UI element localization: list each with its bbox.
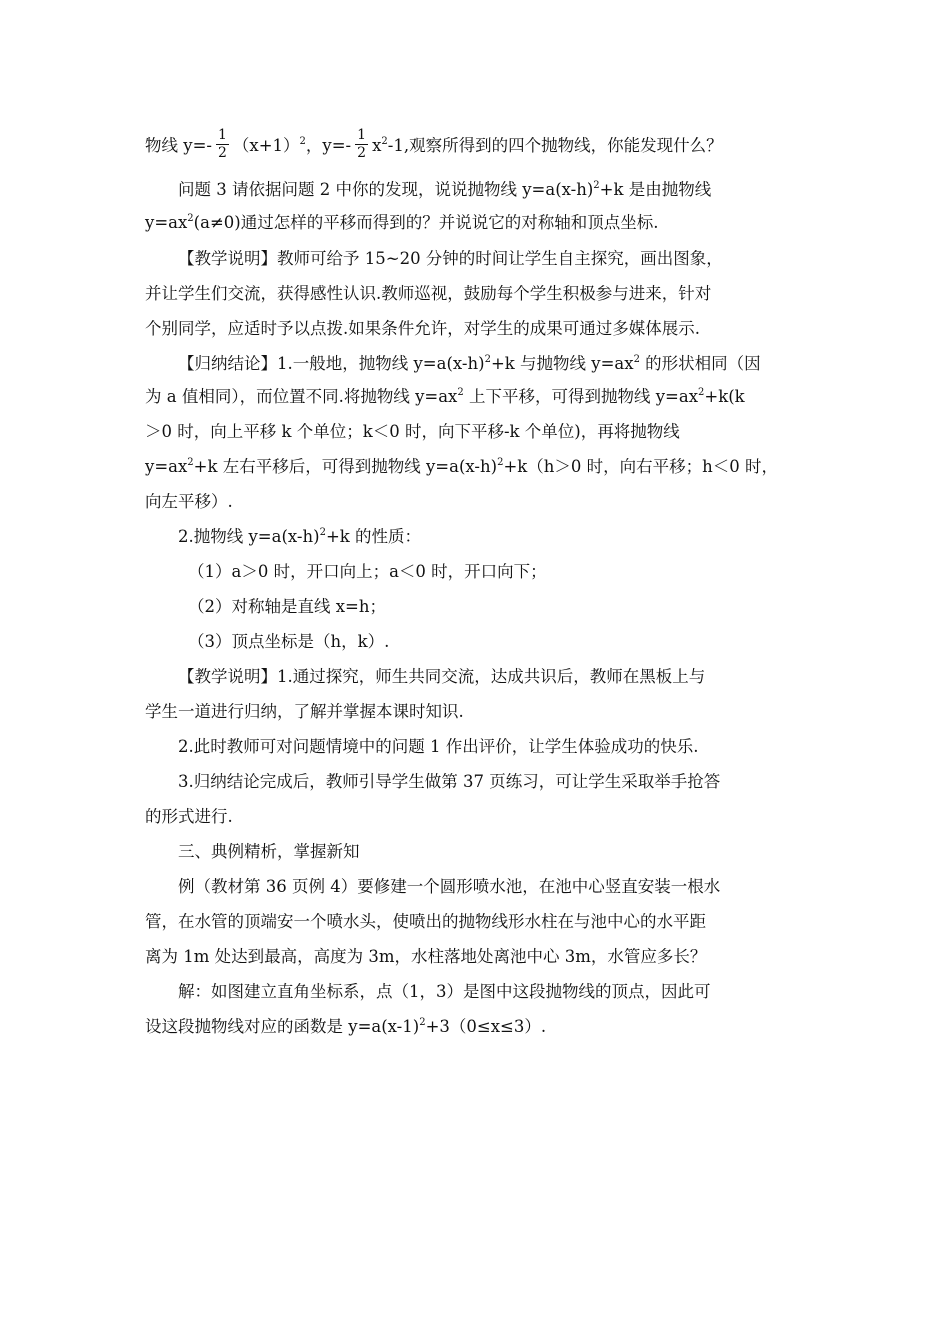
teaching-note-2-line-5: 的形式进行. [145,807,233,826]
fraction-denominator: 2 [357,145,367,161]
text-span: 物线 y=- [145,136,212,155]
text-span: +k(k [704,387,745,406]
text-span: +k 是由抛物线 [599,180,712,199]
fraction-denominator: 2 [217,145,227,161]
teaching-note-1-line-1: 【教学说明】教师可给予 15~20 分钟的时间让学生自主探究，画出图象， [178,249,723,268]
properties-title [178,526,838,548]
question-3-line-2 [145,212,805,234]
text-line-1 [145,129,805,164]
text-span: 问题 3 请依据问题 2 中你的发现，说说抛物线 y=a(x-h) [178,180,594,199]
superscript: 2 [497,456,504,468]
superscript: 2 [381,135,388,147]
superscript: 2 [698,386,705,398]
text-span: （x+1） [232,136,300,155]
text-span: +k 与抛物线 y=ax [490,354,634,373]
superscript: 2 [187,212,194,224]
text-span: 【归纳结论】1.一般地，抛物线 y=a(x-h) [178,354,485,373]
text-span: 2.抛物线 y=a(x-h) [178,527,320,546]
superscript: 2 [457,386,464,398]
superscript: 2 [484,353,491,365]
superscript: 2 [633,353,640,365]
superscript: 2 [299,135,306,147]
text-span: 的形状相同（因 [639,354,761,373]
text-span: +k 的性质： [325,527,422,546]
teaching-note-2-line-3: 2.此时教师可对问题情境中的问题 1 作出评价，让学生体验成功的快乐. [178,737,699,756]
conclusion-line-5: 向左平移）. [145,492,233,511]
text-span: +k 左右平移后，可得到抛物线 y=a(x-h) [193,457,498,476]
teaching-note-2-line-1: 【教学说明】1.通过探究，师生共同交流，达成共识后，教师在黑板上与 [178,667,706,686]
property-3: （3）顶点坐标是（h，k）. [188,632,390,651]
text-span: +3（0≤x≤3）. [425,1017,547,1036]
text-span: 为 a 值相同），而位置不同.将抛物线 y=ax [145,387,458,406]
text-span: (a≠0)通过怎样的平移而得到的？并说说它的对称轴和顶点坐标. [193,213,659,232]
conclusion-line-2 [145,386,805,408]
text-span: ，y=- [305,136,352,155]
example-line-1: 例（教材第 36 页例 4）要修建一个圆形喷水池，在池中心竖直安装一根水 [178,877,721,896]
example-line-3: 离为 1m 处达到最高，高度为 3m，水柱落地处离池中心 3m，水管应多长？ [145,947,707,966]
fraction-numerator: 1 [217,127,227,143]
superscript: 2 [419,1016,426,1028]
superscript: 2 [319,526,326,538]
superscript: 2 [187,456,194,468]
text-span: x [372,136,382,155]
teaching-note-1-line-3: 个别同学，应适时予以点拨.如果条件允许，对学生的成果可通过多媒体展示. [145,319,700,338]
superscript: 2 [593,179,600,191]
conclusion-line-3: ＞0 时，向上平移 k 个单位；k＜0 时，向下平移-k 个单位)，再将抛物线 [145,422,680,441]
property-1: （1）a＞0 时，开口向上；a＜0 时，开口向下； [188,562,547,581]
text-span: +k（h＞0 时，向右平移；h＜0 时， [503,457,778,476]
conclusion-line-4 [145,456,805,478]
solution-line-2 [145,1016,805,1038]
fraction-numerator: 1 [357,127,367,143]
text-span: y=ax [145,457,188,476]
text-span: 上下平移，可得到抛物线 y=ax [463,387,699,406]
property-2: （2）对称轴是直线 x=h； [188,597,386,616]
text-span: y=ax [145,213,188,232]
text-span: -1,观察所得到的四个抛物线，你能发现什么？ [387,136,723,155]
teaching-note-1-line-2: 并让学生们交流，获得感性认识.教师巡视，鼓励每个学生积极参与进来，针对 [145,284,712,303]
example-line-2: 管，在水管的顶端安一个喷水头，使喷出的抛物线形水柱在与池中心的水平距 [145,912,706,931]
teaching-note-2-line-2: 学生一道进行归纳，了解并掌握本课时知识. [145,702,464,721]
fraction-one-half [216,127,229,162]
teaching-note-2-line-4: 3.归纳结论完成后，教师引导学生做第 37 页练习，可让学生采取举手抢答 [178,772,721,791]
text-span: 设这段抛物线对应的函数是 y=a(x-1) [145,1017,420,1036]
question-3-line-1 [178,179,838,201]
fraction-one-half [355,127,368,162]
section-3-heading: 三、典例精析，掌握新知 [178,842,360,861]
solution-line-1: 解：如图建立直角坐标系，点（1，3）是图中这段抛物线的顶点，因此可 [178,982,711,1001]
conclusion-line-1 [178,353,838,375]
